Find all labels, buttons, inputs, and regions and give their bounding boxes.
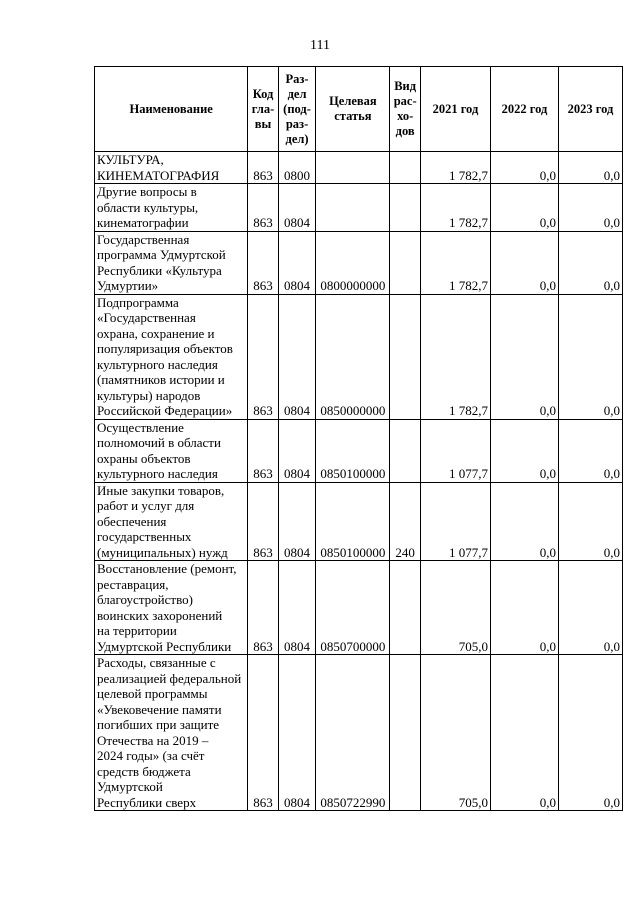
row-section: 0804 bbox=[278, 184, 316, 232]
row-section: 0804 bbox=[278, 419, 316, 482]
row-target: 0800000000 bbox=[316, 231, 390, 294]
row-2021: 1 077,7 bbox=[420, 482, 490, 561]
table-row bbox=[95, 231, 623, 294]
row-target: 0850700000 bbox=[316, 561, 390, 655]
table-row bbox=[95, 184, 623, 232]
header-name: Наименование bbox=[95, 67, 248, 152]
row-target bbox=[316, 184, 390, 232]
page-number: 111 bbox=[310, 38, 330, 53]
table-row bbox=[95, 655, 623, 811]
row-2022: 0,0 bbox=[490, 152, 558, 184]
row-2023: 0,0 bbox=[558, 655, 622, 811]
row-2021: 1 782,7 bbox=[420, 231, 490, 294]
row-code: 863 bbox=[248, 184, 278, 232]
row-2021: 1 782,7 bbox=[420, 152, 490, 184]
row-2021: 1 782,7 bbox=[420, 184, 490, 232]
row-2021: 1 077,7 bbox=[420, 419, 490, 482]
row-section: 0804 bbox=[278, 561, 316, 655]
budget-table bbox=[94, 66, 623, 811]
row-name: Восстановление (ремонт, реставрация, благоустройство) воинских захоронений на территории Удмуртской Республики bbox=[95, 561, 248, 655]
row-expense bbox=[390, 231, 420, 294]
table-row bbox=[95, 419, 623, 482]
row-2023: 0,0 bbox=[558, 561, 622, 655]
header-2022: 2022 год bbox=[490, 67, 558, 152]
row-2023: 0,0 bbox=[558, 294, 622, 419]
row-expense bbox=[390, 152, 420, 184]
row-section: 0804 bbox=[278, 482, 316, 561]
row-name: Осуществление полномочий в области охраны объектов культурного наследия bbox=[95, 419, 248, 482]
row-expense bbox=[390, 419, 420, 482]
row-expense bbox=[390, 294, 420, 419]
table-row bbox=[95, 294, 623, 419]
row-target: 0850100000 bbox=[316, 482, 390, 561]
row-section: 0804 bbox=[278, 294, 316, 419]
row-expense bbox=[390, 184, 420, 232]
row-2021: 1 782,7 bbox=[420, 294, 490, 419]
row-target: 0850722990 bbox=[316, 655, 390, 811]
table-header-row bbox=[95, 67, 623, 152]
row-2022: 0,0 bbox=[490, 184, 558, 232]
row-2023: 0,0 bbox=[558, 152, 622, 184]
row-target: 0850000000 bbox=[316, 294, 390, 419]
row-code: 863 bbox=[248, 655, 278, 811]
row-name: Иные закупки товаров, работ и услуг для обеспечения государственных (муниципальных) нужд bbox=[95, 482, 248, 561]
row-section: 0800 bbox=[278, 152, 316, 184]
row-expense bbox=[390, 655, 420, 811]
row-code: 863 bbox=[248, 482, 278, 561]
row-name: Расходы, связанные с реализацией федеральной целевой программы «Увековечение памяти погибших при защите Отечества на 2019 – 2024 годы» (за счёт средств бюджета Удмуртской Республики сверх bbox=[95, 655, 248, 811]
table-row bbox=[95, 152, 623, 184]
row-code: 863 bbox=[248, 294, 278, 419]
row-2022: 0,0 bbox=[490, 419, 558, 482]
row-name: КУЛЬТУРА, КИНЕМАТОГРАФИЯ bbox=[95, 152, 248, 184]
row-expense: 240 bbox=[390, 482, 420, 561]
header-target: Целевая статья bbox=[316, 67, 390, 152]
header-2021: 2021 год bbox=[420, 67, 490, 152]
row-target bbox=[316, 152, 390, 184]
table-row bbox=[95, 482, 623, 561]
row-2022: 0,0 bbox=[490, 482, 558, 561]
row-2022: 0,0 bbox=[490, 231, 558, 294]
row-name: Подпрограмма «Государственная охрана, сохранение и популяризация объектов культурного наследия (памятников истории и культуры) народов Российской Федерации» bbox=[95, 294, 248, 419]
header-section: Раз- дел (под- раз- дел) bbox=[278, 67, 316, 152]
row-target: 0850100000 bbox=[316, 419, 390, 482]
row-code: 863 bbox=[248, 231, 278, 294]
row-2023: 0,0 bbox=[558, 419, 622, 482]
table-row bbox=[95, 561, 623, 655]
row-2023: 0,0 bbox=[558, 482, 622, 561]
row-code: 863 bbox=[248, 561, 278, 655]
row-2022: 0,0 bbox=[490, 561, 558, 655]
row-2022: 0,0 bbox=[490, 294, 558, 419]
header-2023: 2023 год bbox=[558, 67, 622, 152]
header-expense: Вид рас- хо- дов bbox=[390, 67, 420, 152]
row-expense bbox=[390, 561, 420, 655]
row-2021: 705,0 bbox=[420, 561, 490, 655]
row-2022: 0,0 bbox=[490, 655, 558, 811]
row-2023: 0,0 bbox=[558, 184, 622, 232]
row-section: 0804 bbox=[278, 231, 316, 294]
row-name: Государственная программа Удмуртской Республики «Культура Удмуртии» bbox=[95, 231, 248, 294]
row-section: 0804 bbox=[278, 655, 316, 811]
row-name: Другие вопросы в области культуры, кинематографии bbox=[95, 184, 248, 232]
row-2023: 0,0 bbox=[558, 231, 622, 294]
header-code: Код гла- вы bbox=[248, 67, 278, 152]
row-code: 863 bbox=[248, 152, 278, 184]
row-code: 863 bbox=[248, 419, 278, 482]
row-2021: 705,0 bbox=[420, 655, 490, 811]
